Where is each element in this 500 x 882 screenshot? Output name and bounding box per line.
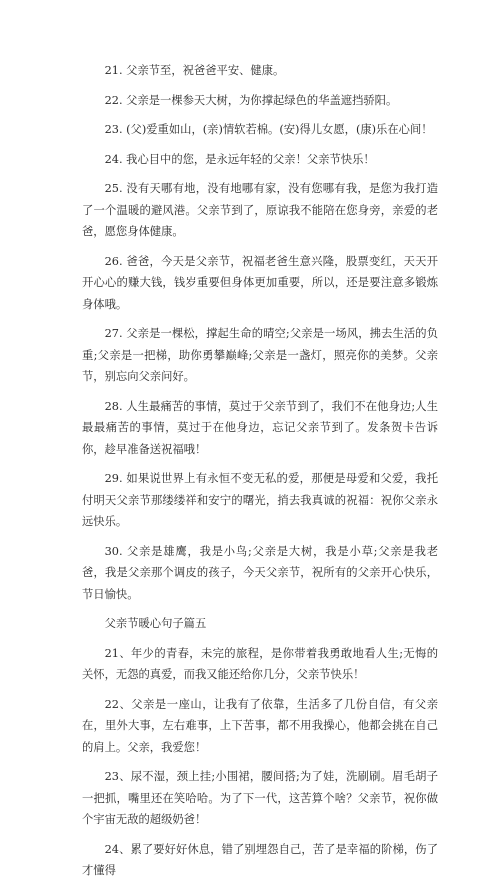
paragraph-29: 29. 如果说世界上有永恒不变无私的爱，那便是母爱和父爱，我托付明天父亲节那缕缕祥和安宁的曙光，捎去我真诚的祝福：祝你父亲永远快乐。 <box>82 472 438 528</box>
paragraph-25: 25. 没有天哪有地，没有地哪有家，没有您哪有我，是您为我打造了一个温暖的避风港。父亲节到了，原谅我不能陪在您身旁，亲爱的老爸，愿您身体健康。 <box>82 182 438 238</box>
section-heading: 父亲节暖心句子篇五 <box>104 617 207 630</box>
paragraph-28: 28. 人生最痛苦的事情，莫过于父亲节到了，我们不在他身边;人生最最痛苦的事情，莫过于在他身边，忘记父亲节到了。发条贺卡告诉你，趁早准备送祝福哦！ <box>82 399 438 456</box>
section-paragraph-22: 22、父亲是一座山，让我有了依靠，生活多了几份自信，有父亲在，里外大事，左右难事，上下苦事，都不用我操心，他都会挑在自己的肩上。父亲，我爱您！ <box>82 697 438 754</box>
paragraph-23: 23. (父)爱重如山，(亲)情软若棉。(安)得儿女愿，(康)乐在心间！ <box>104 123 433 136</box>
paragraph-24: 24. 我心目中的您，是永远年轻的父亲！父亲节快乐！ <box>104 152 375 166</box>
section-paragraph-21: 21、年少的青春，未完的旅程，是你带着我勇敢地看人生;无悔的关怀，无怨的真爱，而我又能还给你几分，父亲节快乐！ <box>82 646 438 681</box>
paragraph-30: 30. 父亲是雄鹰，我是小鸟;父亲是大树，我是小草;父亲是我老爸，我是父亲那个调皮的孩子，今天父亲节，祝所有的父亲开心快乐，节日愉快。 <box>82 544 438 601</box>
paragraph-22: 22. 父亲是一棵参天大树，为你撑起绿色的华盖遮挡骄阳。 <box>104 93 398 107</box>
section-paragraph-24: 24、累了要好好休息，错了别埋怨自己，苦了是幸福的阶梯，伤了才懂得 <box>82 842 438 877</box>
paragraph-26: 26. 爸爸，今天是父亲节，祝福老爸生意兴隆，股票变红，天天开开心心的赚大钱，钱岁重要但身体更加重要，所以，还是要注意多锻炼身体哦。 <box>82 254 438 311</box>
paragraph-21: 21. 父亲节至，祝爸爸平安、健康。 <box>104 64 285 77</box>
paragraph-27: 27. 父亲是一棵松，撑起生命的晴空;父亲是一场风，拂去生活的负重;父亲是一把梯，助你勇攀巅峰;父亲是一盏灯，照亮你的美梦。父亲节，别忘向父亲问好。 <box>82 327 438 383</box>
section-paragraph-23: 23、尿不湿，颈上挂;小围裙，腰间搭;为了娃，洗刷刷。眉毛胡子一把抓，嘴里还在笑哈哈。为了下一代，这苦算个啥？父亲节，祝你做个宇宙无敌的超级奶爸！ <box>82 770 438 826</box>
